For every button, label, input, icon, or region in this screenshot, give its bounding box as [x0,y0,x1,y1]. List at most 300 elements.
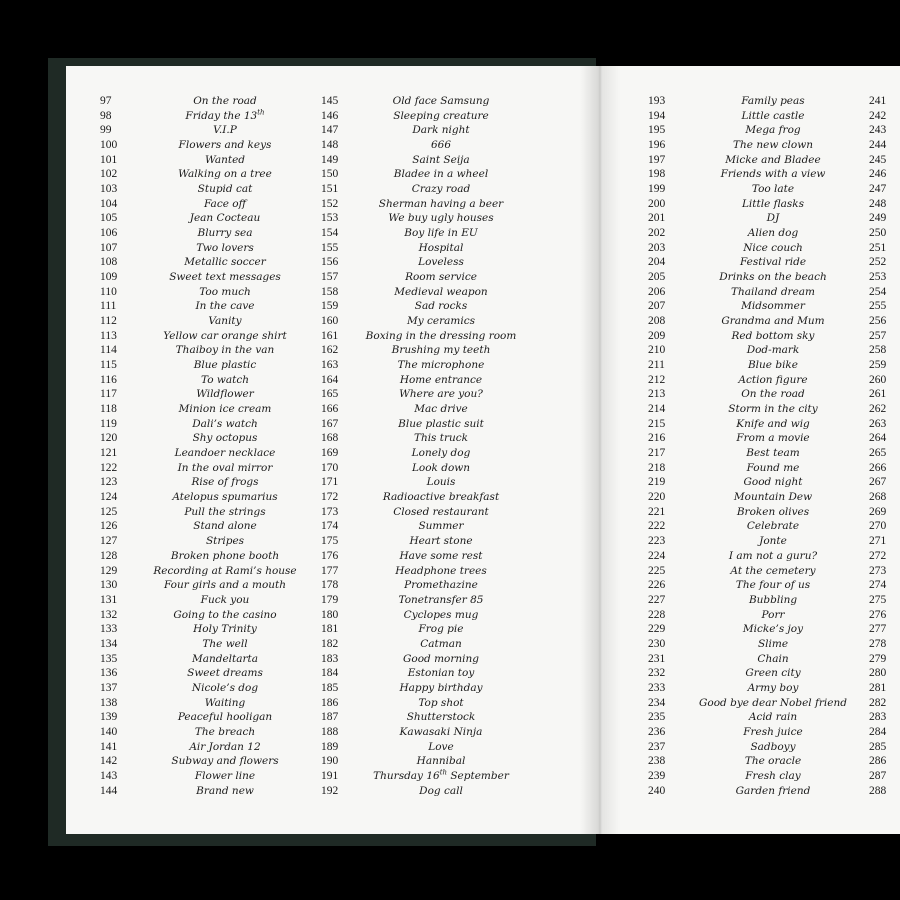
list-item [321,593,561,608]
entry-number-right: 260 [869,373,887,386]
entry-title-text: Mega frog [745,124,801,137]
entry-number: 106 [100,227,118,240]
entry-title-text: Bubbling [748,593,798,606]
entry-title-text: We buy ugly houses [388,212,494,225]
list-item [321,696,561,711]
entry-title [354,754,528,769]
entry-number-right: 268 [869,491,887,504]
list-item [100,769,340,784]
entry-number-right: 285 [869,740,887,753]
entry-title-text: Blue bike [747,359,799,372]
list-item [100,431,340,446]
entry-title [354,226,528,241]
entry-number-right: 251 [869,241,887,254]
entry-title-text: Hospital [418,241,464,254]
list-item [321,241,561,256]
entry-number: 170 [321,461,339,474]
entry-number: 169 [321,447,339,460]
entry-title-text: Jonte [759,535,787,548]
entry-title-text: Micke and Bladee [725,153,821,166]
entry-title-text: Loveless [418,256,464,269]
entry-title [354,461,528,476]
entry-number-right: 243 [869,124,887,137]
list-item [321,534,561,549]
list-item [100,578,340,593]
entry-title-text: Wildflower [196,388,254,401]
entry-title-text: Good bye dear Nobel friend [699,696,847,709]
entry-title-text: Sadboyy [750,740,796,753]
entry-number: 211 [648,359,665,372]
entry-title [140,725,310,740]
entry-title [668,549,878,564]
entry-number: 109 [100,271,118,284]
list-item [648,226,893,241]
entry-title [354,578,528,593]
entry-number: 111 [100,300,117,313]
list-item [648,343,893,358]
list-item [648,417,893,432]
list-item [321,490,561,505]
entry-title [668,226,878,241]
entry-number-right: 242 [869,109,887,122]
list-item [100,754,340,769]
list-item [321,740,561,755]
entry-number: 103 [100,183,118,196]
entry-number: 129 [100,564,118,577]
entry-number-right: 274 [869,579,887,592]
entry-number: 185 [321,681,339,694]
entry-title [354,241,528,256]
entry-title-text: Subway and flowers [171,755,279,768]
list-item [648,241,893,256]
entry-title-text: The four of us [735,579,811,592]
entry-number-right: 284 [869,725,887,738]
entry-title [668,299,878,314]
entry-title [354,123,528,138]
entry-number: 196 [648,139,666,152]
entry-number: 201 [648,212,666,225]
entry-title [140,754,310,769]
entry-title-text: The well [202,637,248,650]
list-item [100,373,340,388]
entry-title [668,622,878,637]
list-item [648,358,893,373]
entry-number: 203 [648,241,666,254]
entry-number: 188 [321,725,339,738]
entry-number-right: 262 [869,403,887,416]
entry-number: 173 [321,505,339,518]
entry-number-right: 248 [869,197,887,210]
list-item [100,343,340,358]
list-item [321,519,561,534]
entry-title-text: Alien dog [747,227,799,240]
entry-number: 122 [100,461,118,474]
entry-number-right: 261 [869,388,887,401]
entry-title-text: Friday the 13 [185,109,258,122]
entry-number: 184 [321,667,339,680]
entry-number: 213 [648,388,666,401]
entry-title-text: Shy octopus [192,432,258,445]
entry-title-text: To watch [201,373,249,386]
entry-title-text: Hannibal [416,755,466,768]
list-item [321,123,561,138]
entry-title [140,578,310,593]
entry-title-text: On the road [741,388,805,401]
entry-number: 226 [648,579,666,592]
entry-title-text: Crazy road [411,183,471,196]
entry-title-text: Celebrate [746,520,800,533]
list-item [100,652,340,667]
entry-number: 146 [321,109,339,122]
list-item [100,211,340,226]
entry-number: 161 [321,329,339,342]
entry-number: 228 [648,608,666,621]
entry-title-text: Sleeping creature [393,109,489,122]
list-item [648,255,893,270]
entry-title [354,182,528,197]
entry-title-text: Sherman having a beer [378,197,504,210]
entry-title-text: Radioactive breakfast [382,491,500,504]
entry-number: 116 [100,373,117,386]
entry-title-text: This truck [413,432,469,445]
entry-title [668,285,878,300]
list-item [100,123,340,138]
entry-title [354,270,528,285]
entry-number: 101 [100,153,118,166]
list-item [648,402,893,417]
entry-title-text: Thailand dream [731,285,815,298]
list-item [100,167,340,182]
list-item [648,123,893,138]
entry-title [668,608,878,623]
list-item [100,475,340,490]
entry-title [140,652,310,667]
entry-title-text: Too late [751,183,795,196]
entry-number: 159 [321,300,339,313]
entry-title-text: Holy Trinity [193,623,257,636]
entry-number: 151 [321,183,339,196]
entry-title [668,241,878,256]
entry-title [668,182,878,197]
entry-title-text: Walking on a tree [178,168,272,181]
entry-number: 224 [648,549,666,562]
entry-number: 232 [648,667,666,680]
entry-title [140,241,310,256]
entry-title [354,505,528,520]
entry-title [140,138,310,153]
entry-number: 127 [100,535,118,548]
list-item [321,622,561,637]
entry-title [668,475,878,490]
entry-title [354,431,528,446]
entry-title-text: Vanity [208,315,242,328]
entry-number: 208 [648,315,666,328]
entry-number: 126 [100,520,118,533]
entry-number-right: 282 [869,696,887,709]
entry-number: 238 [648,755,666,768]
entry-title [140,109,310,124]
entry-title-text: Boy life in EU [404,227,478,240]
entry-title-tail: September [447,769,509,782]
entry-title [668,490,878,505]
entry-title [354,109,528,124]
entry-number: 191 [321,769,339,782]
entry-number-right: 247 [869,183,887,196]
entry-title-text: Saint Seija [412,153,470,166]
entry-title-text: Mandeltarta [191,652,259,665]
entry-title-text: The breach [194,725,256,738]
list-item [100,534,340,549]
entry-title-text: Midsommer [741,300,805,313]
entry-title [354,637,528,652]
list-item [100,197,340,212]
entry-title [354,593,528,608]
entry-title [140,123,310,138]
entry-title [668,769,878,784]
entry-title [140,167,310,182]
entry-number: 145 [321,95,339,107]
entry-title [140,431,310,446]
entry-title-text: Fresh clay [745,769,801,782]
entry-title [354,255,528,270]
entry-title [140,329,310,344]
entry-number: 125 [100,505,118,518]
entry-title [354,387,528,402]
entry-title-text: Friends with a view [720,168,826,181]
entry-number: 165 [321,388,339,401]
entry-title-text: Thaiboy in the van [175,344,275,357]
entry-title [140,461,310,476]
list-item [321,754,561,769]
list-item [100,740,340,755]
entry-title-text: DJ [766,212,780,225]
entry-number: 118 [100,403,117,416]
entry-title [668,358,878,373]
entry-title-text: Knife and wig [736,417,810,430]
entry-title [668,109,878,124]
entry-title-text: Rise of frogs [191,476,259,489]
list-item [648,285,893,300]
entry-title [354,666,528,681]
entry-title [668,461,878,476]
entry-title [140,373,310,388]
entry-number: 235 [648,711,666,724]
list-item [648,211,893,226]
list-item [321,373,561,388]
entry-title-text: At the cemetery [730,564,816,577]
entry-title [668,725,878,740]
entry-title-text: Family peas [741,95,805,107]
entry-title [140,299,310,314]
list-item [100,94,340,109]
list-item [648,696,893,711]
entry-title-text: 666 [430,139,452,152]
entry-title [140,769,310,784]
entry-title-text: Yellow car orange shirt [163,329,287,342]
entry-title [668,754,878,769]
entry-title [354,211,528,226]
entry-title [354,153,528,168]
entry-title [354,769,528,784]
entry-title-text: Little flasks [741,197,805,210]
entry-title-text: Brand new [196,784,254,797]
entry-number: 174 [321,520,339,533]
entry-title-text: Happy birthday [399,681,483,694]
entry-title [140,505,310,520]
entry-number: 204 [648,256,666,269]
entry-title-text: Dark night [412,124,470,137]
entry-number: 192 [321,784,339,797]
list-item [100,681,340,696]
list-item [321,461,561,476]
list-item [648,167,893,182]
list-item [321,211,561,226]
entry-title [140,593,310,608]
entry-title-text: Metallic soccer [184,256,266,269]
entry-title-text: Have some rest [399,549,483,562]
entry-number-right: 281 [869,681,887,694]
entry-title-text: The new clown [733,139,813,152]
entry-title-text: Drinks on the beach [719,271,827,284]
entry-number: 194 [648,109,666,122]
entry-number: 144 [100,784,118,797]
entry-title-text: Fuck you [200,593,250,606]
entry-number: 119 [100,417,117,430]
list-item [648,387,893,402]
list-item [100,182,340,197]
entry-title [354,519,528,534]
entry-number: 114 [100,344,117,357]
entry-number: 131 [100,593,118,606]
list-item [321,109,561,124]
entry-title-text: Tonetransfer 85 [398,593,484,606]
entry-title-text: Little castle [741,109,805,122]
entry-title-text: Porr [761,608,785,621]
entry-title [668,666,878,681]
list-item [100,564,340,579]
entry-title [354,549,528,564]
list-item [321,153,561,168]
list-item [321,358,561,373]
entry-title [668,652,878,667]
list-item [321,270,561,285]
list-item [648,578,893,593]
entry-number: 117 [100,388,117,401]
list-item [100,519,340,534]
list-item [648,637,893,652]
list-item [321,343,561,358]
entry-title-text: Old face Samsung [392,95,490,107]
list-item [100,696,340,711]
list-item [321,652,561,667]
entry-title [668,446,878,461]
entry-title [668,153,878,168]
list-item [321,666,561,681]
list-item [100,549,340,564]
entry-title [140,637,310,652]
entry-title-text: Grandma and Mum [721,315,825,328]
entry-title [354,402,528,417]
list-item [321,285,561,300]
entry-number-right: 253 [869,271,887,284]
entry-title [140,402,310,417]
list-item [321,138,561,153]
entry-title [140,519,310,534]
entry-number: 105 [100,212,118,225]
entry-number: 230 [648,637,666,650]
entry-title [354,343,528,358]
entry-title [668,402,878,417]
list-item [648,505,893,520]
list-item [648,314,893,329]
list-item [100,270,340,285]
entry-number: 237 [648,740,666,753]
entry-title [140,358,310,373]
entry-title-text: Mac drive [414,403,468,416]
entry-title-text: Face off [203,197,247,210]
entry-number: 236 [648,725,666,738]
entry-number: 197 [648,153,666,166]
entry-title-superscript: th [257,108,265,117]
entry-title [140,490,310,505]
entry-title [668,94,878,109]
entry-title-text: Love [428,740,454,753]
entry-title-text: Dod-mark [746,344,800,357]
list-item [100,608,340,623]
list-item [100,299,340,314]
entry-title-text: Kawasaki Ninja [399,725,483,738]
entry-title [140,608,310,623]
entry-number: 156 [321,256,339,269]
list-item [648,608,893,623]
entry-number-right: 246 [869,168,887,181]
list-item [100,387,340,402]
entry-title-text: Dog call [419,784,463,797]
entry-title-text: Home entrance [399,373,483,386]
list-item [648,431,893,446]
entry-title [668,564,878,579]
entry-title-text: Army boy [747,681,799,694]
list-item [648,666,893,681]
entry-title-text: Flower line [194,769,256,782]
entry-title-text: Blurry sea [197,227,253,240]
list-item [321,725,561,740]
entry-title [354,475,528,490]
list-item [100,255,340,270]
list-item [100,109,340,124]
entry-number: 115 [100,359,117,372]
entry-title-text: V.I.P [213,124,237,137]
list-item [100,666,340,681]
list-item [100,314,340,329]
entry-title-text: Top shot [418,696,464,709]
entry-number-right: 263 [869,417,887,430]
list-item [648,740,893,755]
entry-title [668,534,878,549]
entry-number-right: 279 [869,652,887,665]
entry-title [140,211,310,226]
entry-title [354,696,528,711]
entry-number: 179 [321,593,339,606]
entry-number: 157 [321,271,339,284]
entry-number: 130 [100,579,118,592]
entry-title [140,681,310,696]
list-item [321,402,561,417]
entry-title [354,534,528,549]
entry-number: 138 [100,696,118,709]
entry-title-text: Frog pie [418,623,464,636]
entry-title-text: Acid rain [748,711,798,724]
